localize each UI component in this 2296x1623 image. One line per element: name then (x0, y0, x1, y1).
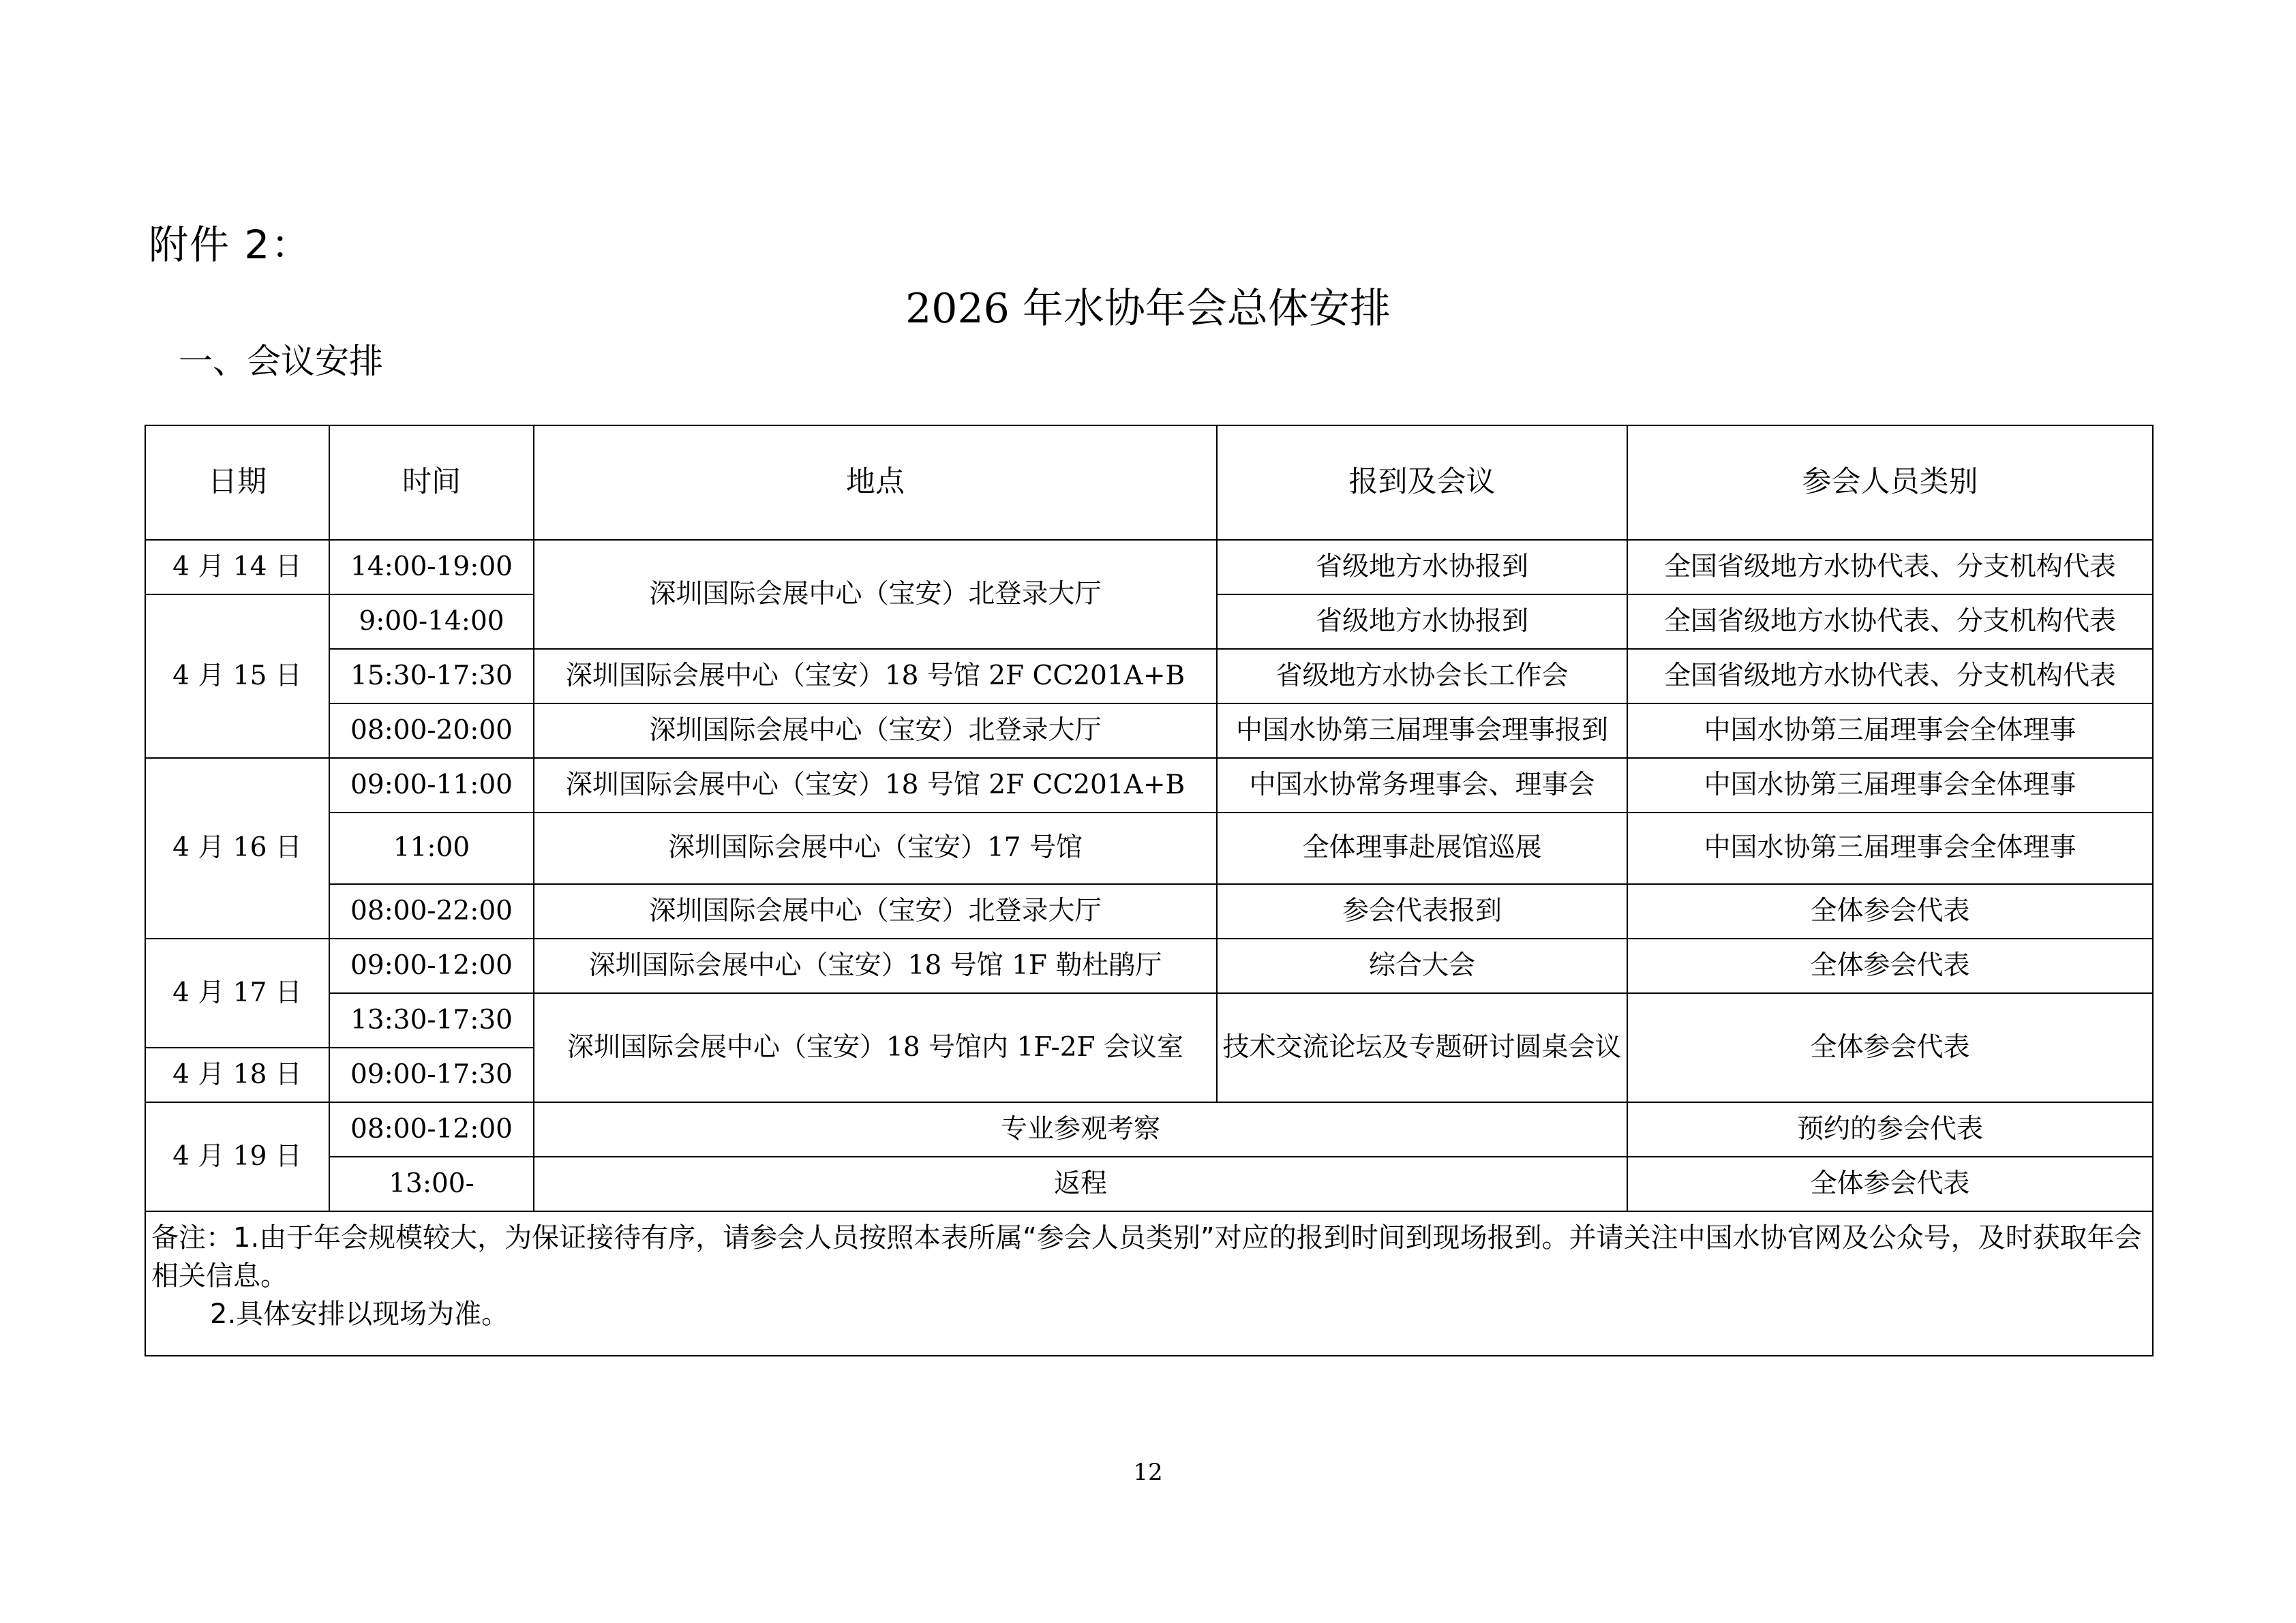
cell-time: 08:00-22:00 (329, 884, 534, 939)
cell-date: 4 月 18 日 (145, 1048, 329, 1102)
note-line-2: 2.具体安排以现场为准。 (210, 1299, 509, 1330)
cell-time: 09:00-11:00 (329, 758, 534, 813)
cell-meeting: 省级地方水协会长工作会 (1217, 649, 1627, 703)
cell-attendees: 全体参会代表 (1627, 1157, 2153, 1211)
cell-time: 14:00-19:00 (329, 540, 534, 594)
cell-location: 深圳国际会展中心（宝安）18 号馆内 1F-2F 会议室 (534, 993, 1217, 1102)
cell-time: 15:30-17:30 (329, 649, 534, 703)
cell-attendees: 全体参会代表 (1627, 993, 2153, 1102)
cell-location: 深圳国际会展中心（宝安）17 号馆 (534, 813, 1217, 884)
cell-date: 4 月 15 日 (145, 594, 329, 758)
table-row (145, 993, 2153, 1048)
cell-meeting: 省级地方水协报到 (1217, 594, 1627, 649)
header-attendees: 参会人员类别 (1627, 425, 2153, 540)
cell-meeting: 省级地方水协报到 (1217, 540, 1627, 594)
header-location: 地点 (534, 425, 1217, 540)
cell-time: 09:00-17:30 (329, 1048, 534, 1102)
header-date: 日期 (145, 425, 329, 540)
note-line-1: 备注：1.由于年会规模较大，为保证接待有序，请参会人员按照本表所属“参会人员类别”对应的报到时间到现场报到。并请关注中国水协官网及公众号，及时获取年会相关信息。 (151, 1222, 2142, 1292)
cell-location: 深圳国际会展中心（宝安）北登录大厅 (534, 703, 1217, 758)
cell-attendees: 预约的参会代表 (1627, 1102, 2153, 1157)
table-row (145, 939, 2153, 993)
cell-time: 11:00 (329, 813, 534, 884)
cell-attendees: 中国水协第三届理事会全体理事 (1627, 703, 2153, 758)
attachment-label: 附件 2： (149, 222, 312, 268)
cell-location: 返程 (534, 1157, 1627, 1211)
cell-meeting: 中国水协常务理事会、理事会 (1217, 758, 1627, 813)
page-number: 12 (1133, 1459, 1163, 1486)
table-row (145, 1102, 2153, 1157)
cell-date: 4 月 16 日 (145, 758, 329, 939)
table-row (145, 649, 2153, 703)
cell-location: 深圳国际会展中心（宝安）北登录大厅 (534, 540, 1217, 649)
cell-location: 深圳国际会展中心（宝安）18 号馆 2F CC201A+B (534, 758, 1217, 813)
table-row (145, 703, 2153, 758)
table-row (145, 540, 2153, 594)
section-title: 一、会议安排 (179, 342, 383, 381)
cell-meeting: 全体理事赴展馆巡展 (1217, 813, 1627, 884)
cell-meeting: 技术交流论坛及专题研讨圆桌会议 (1217, 993, 1627, 1102)
cell-location: 专业参观考察 (534, 1102, 1627, 1157)
table-row (145, 758, 2153, 813)
cell-attendees: 全国省级地方水协代表、分支机构代表 (1627, 649, 2153, 703)
table-header-row (145, 425, 2153, 540)
cell-attendees: 中国水协第三届理事会全体理事 (1627, 758, 2153, 813)
cell-date: 4 月 19 日 (145, 1102, 329, 1211)
cell-location: 深圳国际会展中心（宝安）18 号馆 2F CC201A+B (534, 649, 1217, 703)
header-meeting: 报到及会议 (1217, 425, 1627, 540)
cell-attendees: 全体参会代表 (1627, 884, 2153, 939)
cell-attendees: 全国省级地方水协代表、分支机构代表 (1627, 594, 2153, 649)
note-row (145, 1211, 2153, 1356)
schedule-table (145, 425, 2154, 1356)
cell-date: 4 月 14 日 (145, 540, 329, 594)
note-cell (145, 1211, 2153, 1356)
table-row (145, 1157, 2153, 1211)
table-row (145, 884, 2153, 939)
cell-attendees: 全体参会代表 (1627, 939, 2153, 993)
cell-attendees: 中国水协第三届理事会全体理事 (1627, 813, 2153, 884)
cell-attendees: 全国省级地方水协代表、分支机构代表 (1627, 540, 2153, 594)
table-row (145, 813, 2153, 884)
cell-time: 13:00- (329, 1157, 534, 1211)
document-title: 2026 年水协年会总体安排 (905, 285, 1391, 333)
cell-meeting: 中国水协第三届理事会理事报到 (1217, 703, 1627, 758)
cell-date: 4 月 17 日 (145, 939, 329, 1048)
cell-time: 08:00-12:00 (329, 1102, 534, 1157)
cell-location: 深圳国际会展中心（宝安）北登录大厅 (534, 884, 1217, 939)
cell-time: 09:00-12:00 (329, 939, 534, 993)
cell-time: 08:00-20:00 (329, 703, 534, 758)
cell-meeting: 综合大会 (1217, 939, 1627, 993)
cell-location: 深圳国际会展中心（宝安）18 号馆 1F 勒杜鹃厅 (534, 939, 1217, 993)
cell-time: 9:00-14:00 (329, 594, 534, 649)
header-time: 时间 (329, 425, 534, 540)
cell-meeting: 参会代表报到 (1217, 884, 1627, 939)
cell-time: 13:30-17:30 (329, 993, 534, 1048)
